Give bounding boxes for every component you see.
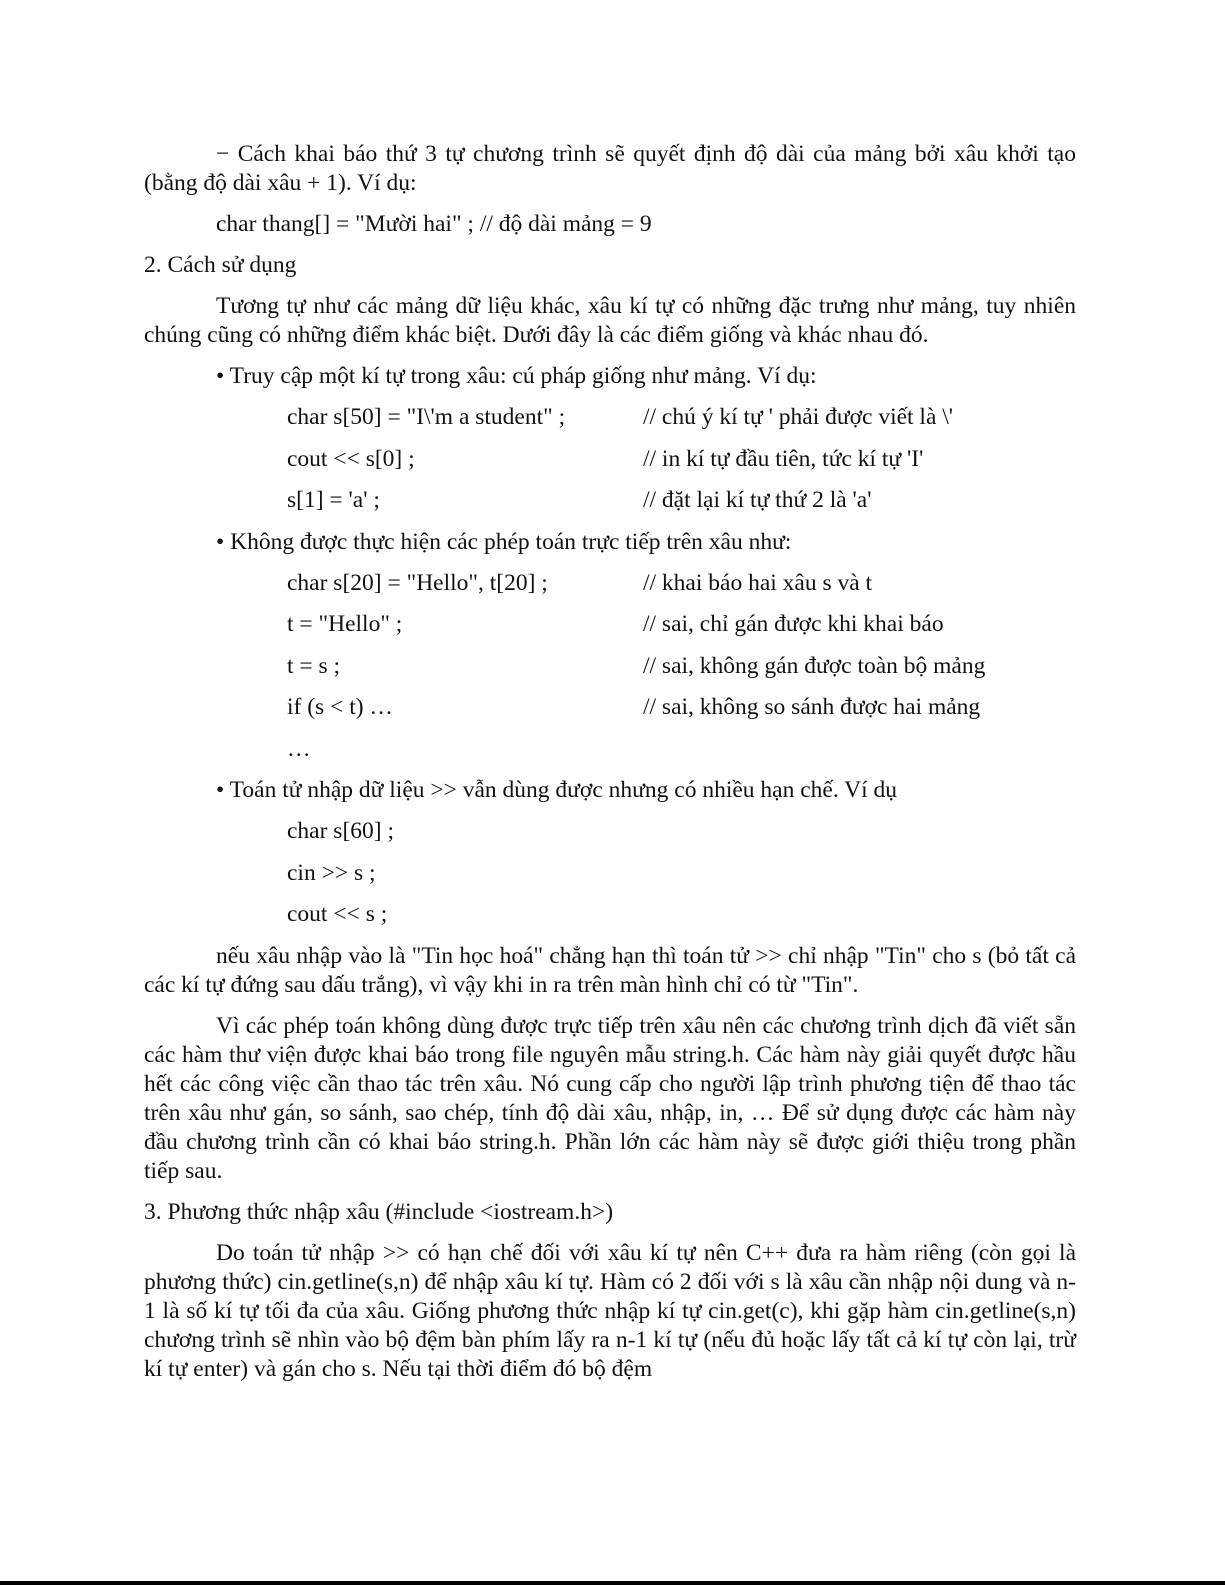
code-text: … <box>287 735 311 762</box>
section-heading-2: 2. Cách sử dụng <box>144 252 297 278</box>
code-comment: // sai, không so sánh được hai mảng <box>643 694 981 720</box>
code-text: char s[50] = "I\'m a student" ; <box>287 404 566 430</box>
code-text: cin >> s ; <box>287 859 376 886</box>
code-comment: // khai báo hai xâu s và t <box>643 569 873 596</box>
example-thang: char thang[] = "Mười hai" ; // độ dài mảng = 9 <box>216 211 652 237</box>
code-row <box>144 403 1076 432</box>
code-row <box>144 569 1076 598</box>
code-block-access <box>144 403 1076 515</box>
code-comment: // in kí tự đầu tiên, tức kí tự 'I' <box>643 445 924 472</box>
document-page <box>144 140 1076 1396</box>
code-text: cout << s ; <box>287 901 388 927</box>
code-text: char s[60] ; <box>287 818 395 844</box>
paragraph-string-h: Vì các phép toán không dùng được trực tiếp trên xâu nên các chương trình dịch đã viết sẵn các hàm thư viện được khai báo trong file nguyên mẫu string.h. Các hàm này giải quyết được hầu hết các công việc cần thao tác trên xâu. Nó cung cấp cho người lập trình phương tiện để thao tác trên xâu như gán, so sánh, sao chép, tính độ dài xâu, nhập, in, … Để sử dụng được các hàm này đầu chương trình cần có khai báo string.h. Phần lớn các hàm này sẽ được giới thiệu trong phần tiếp sau. <box>144 1012 1076 1184</box>
code-text: s[1] = 'a' ; <box>287 487 380 513</box>
code-row <box>144 693 1076 722</box>
code-comment: // chú ý kí tự ' phải được viết là \' <box>643 404 954 430</box>
paragraph-getline: Do toán tử nhập >> có hạn chế đối với xâu kí tự nên C++ đưa ra hàm riêng (còn gọi là phương thức) cin.getline(s,n) để nhập xâu kí tự. Hàm có 2 đối với s là xâu cần nhập nội dung và n-1 là số kí tự tối đa của xâu. Giống phương thức nhập kí tự cin.get(c), khi gặp hàm cin.getline(s,n) chương trình sẽ nhìn vào bộ đệm bàn phím lấy ra n-1 kí tự (nếu đủ hoặc lấy tất cả kí tự còn lại, trừ kí tự enter) và gán cho s. Nếu tại thời điểm đó bộ đệm <box>144 1239 1076 1382</box>
page-bottom-border <box>0 1581 1225 1585</box>
code-text: char s[20] = "Hello", t[20] ; <box>287 569 548 596</box>
code-row <box>144 610 1076 639</box>
code-text: cout << s[0] ; <box>287 445 415 472</box>
code-block-no-operations <box>144 569 1076 764</box>
code-comment: // sai, không gán được toàn bộ mảng <box>643 652 986 679</box>
section-heading-3: 3. Phương thức nhập xâu (#include <iostream.h>) <box>144 1198 614 1225</box>
code-block-input <box>144 817 1076 929</box>
code-comment: // sai, chỉ gán được khi khai báo <box>643 611 944 637</box>
code-row <box>144 486 1076 515</box>
paragraph-declaration-3: − Cách khai báo thứ 3 tự chương trình sẽ quyết định độ dài của mảng bởi xâu khởi tạo (bằng độ dài xâu + 1). Ví dụ: <box>144 141 1076 196</box>
paragraph-intro: Tương tự như các mảng dữ liệu khác, xâu kí tự có những đặc trưng như mảng, tuy nhiên chúng cũng có những điểm khác biệt. Dưới đây là các điểm giống và khác nhau đó. <box>144 293 1076 348</box>
code-comment: // đặt lại kí tự thứ 2 là 'a' <box>643 487 872 513</box>
code-row <box>144 735 1076 764</box>
code-text: t = "Hello" ; <box>287 611 403 637</box>
code-row <box>144 445 1076 474</box>
bullet-access: • Truy cập một kí tự trong xâu: cú pháp giống như mảng. Ví dụ: <box>216 363 817 389</box>
code-row <box>144 859 1076 888</box>
paragraph-tin-example: nếu xâu nhập vào là "Tin học hoá" chẳng hạn thì toán tử >> chỉ nhập "Tin" cho s (bỏ tất cả các kí tự đứng sau dấu trắng), vì vậy khi in ra trên màn hình chỉ có từ "Tin". <box>144 942 1076 998</box>
code-row <box>144 652 1076 681</box>
code-row <box>144 900 1076 929</box>
bullet-no-operations: • Không được thực hiện các phép toán trực tiếp trên xâu như: <box>216 528 792 555</box>
bullet-input-operator: • Toán tử nhập dữ liệu >> vẫn dùng được nhưng có nhiều hạn chế. Ví dụ <box>216 777 898 803</box>
code-row <box>144 817 1076 846</box>
code-text: if (s < t) … <box>287 694 393 720</box>
code-text: t = s ; <box>287 652 341 679</box>
